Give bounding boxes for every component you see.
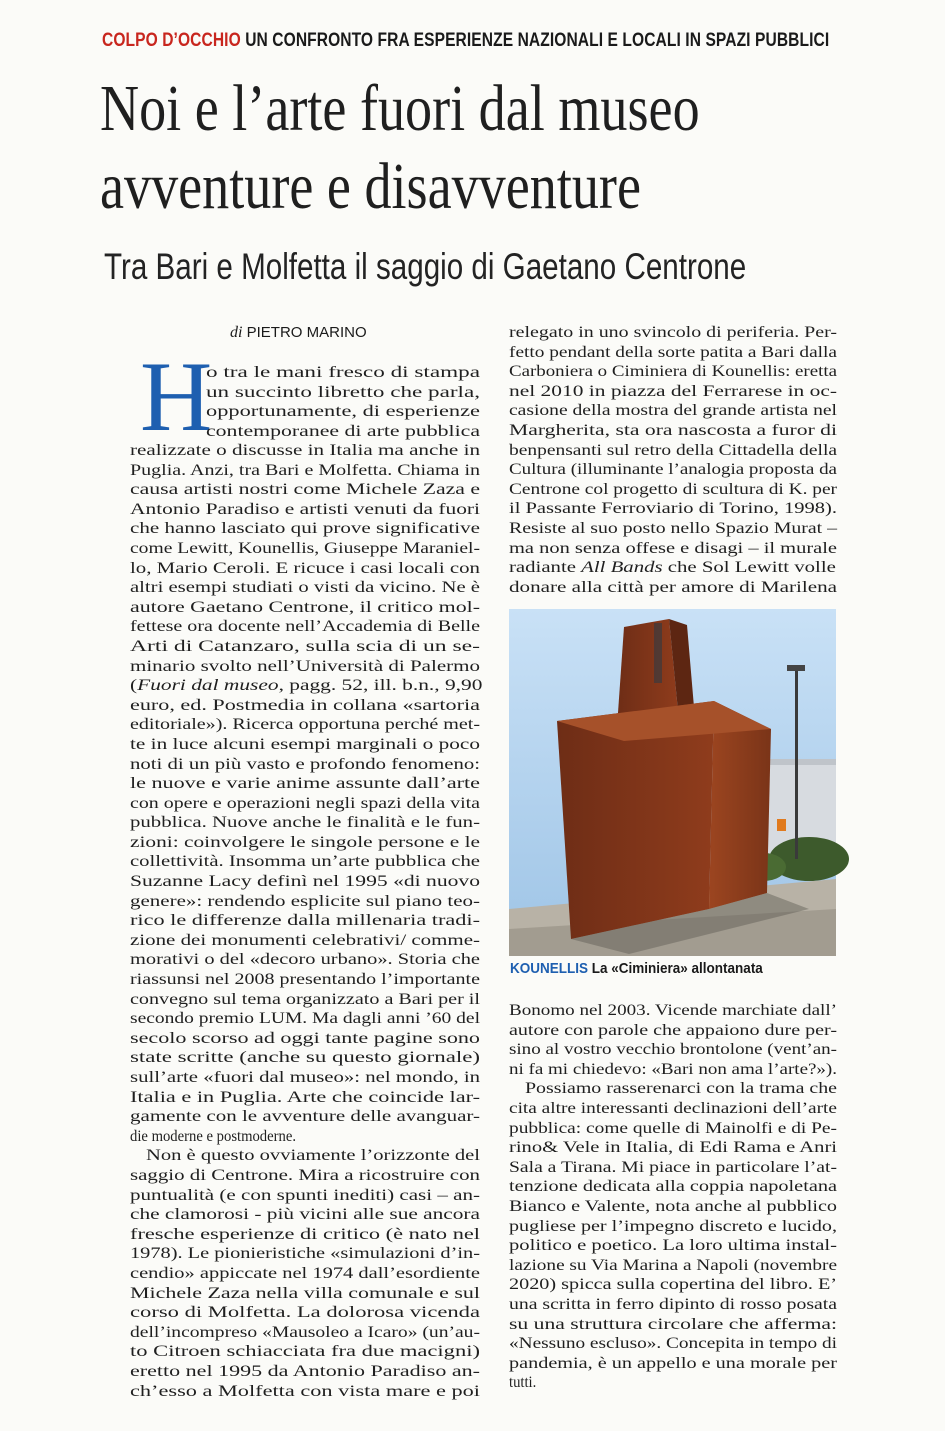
- text-line: [130, 1360, 480, 1381]
- text-line-content: Possiamo rasserenarci con la trama che: [525, 1078, 837, 1098]
- text-line-content: (Fuori dal museo, pagg. 52, ill. b.n., 9,90: [130, 675, 483, 695]
- text-line: [130, 655, 480, 676]
- text-line: [509, 1000, 837, 1020]
- text-line: [130, 910, 480, 930]
- text-line: [130, 1184, 480, 1205]
- text-line-content: lo, Mario Ceroli. E ricuce i casi locali con: [130, 557, 480, 577]
- text-line: [509, 1117, 837, 1138]
- text-line-content: noti di un più vasto e profondo fenomeno:: [130, 753, 480, 773]
- text-line-content: secolo scorso ad oggi tante pagine sono: [130, 1027, 480, 1047]
- text-line: [130, 1008, 480, 1028]
- text-line-content: zioni: coinvolgere le singole persone e le: [130, 831, 480, 851]
- text-line-content: lazione su Via Marina a Napoli (novembre: [509, 1254, 837, 1274]
- text-line: [509, 517, 837, 538]
- text-line-content: fresche esperienze di critico (è nato nel: [130, 1223, 480, 1243]
- text-line: [509, 380, 837, 401]
- text-line-content: Michele Zaza nella villa comunale e sul: [130, 1282, 480, 1302]
- text-line-content: il Passante Ferroviario di Torino, 1998).: [509, 498, 837, 518]
- caption-text: La «Ciminiera» allontanata: [591, 960, 763, 977]
- text-line: [509, 1039, 837, 1059]
- text-line-content: zione dei monumenti celebrativi/ comme-: [130, 929, 480, 949]
- text-line: [130, 949, 480, 969]
- text-line-content: pubblica. Nuove anche le finalità e le fun-: [130, 812, 480, 832]
- text-line-content: Suzanne Lacy definì nel 1995 «di nuovo: [130, 871, 480, 891]
- headline-line-1: Noi e l’arte fuori dal museo: [100, 72, 700, 145]
- text-line: [130, 812, 480, 832]
- text-line-content: rino& Vele in Italia, di Edi Rama e Anri: [509, 1137, 837, 1157]
- kicker-text: UN CONFRONTO FRA ESPERIENZE NAZIONALI E LOCALI IN SPAZI PUBBLICI: [245, 30, 830, 51]
- text-line: [130, 1047, 480, 1067]
- text-line-content: te in luce alcuni esempi marginali o poco: [130, 733, 480, 753]
- text-line-content: le nuove e varie anime assunte dall’arte: [130, 773, 480, 793]
- text-line: [130, 1243, 480, 1263]
- text-line-content: rico le differenze dalla millenaria tradi-: [130, 910, 480, 930]
- text-line-content: dell’incompreso «Mausoleo a Icaro» (un’au-: [130, 1321, 481, 1341]
- text-line: [509, 1137, 837, 1157]
- text-line: [509, 1215, 837, 1236]
- text-line: [509, 1313, 837, 1334]
- text-line: [130, 1086, 480, 1107]
- text-line: [130, 616, 480, 636]
- text-line: [130, 988, 481, 1009]
- text-line-content: Antonio Paradiso e artisti venuti da fuori: [130, 498, 480, 518]
- text-line: [509, 1195, 837, 1216]
- text-line: [509, 498, 837, 518]
- text-line: [509, 1097, 837, 1118]
- text-line-content: pandemia, è un appello e una morale per: [509, 1352, 837, 1372]
- text-line: [509, 478, 837, 499]
- text-line: [509, 419, 837, 440]
- headline-line-2: avventure e disavventure: [100, 150, 641, 223]
- text-line: [130, 851, 480, 871]
- text-line: [509, 1156, 837, 1177]
- text-line-content: nel 2010 in piazza del Ferrarese in oc-: [509, 380, 837, 400]
- text-line: [509, 1372, 790, 1392]
- text-line: [130, 773, 480, 793]
- text-line-content: sull’arte «fuori dal museo»: nel mondo, in: [130, 1067, 480, 1086]
- text-line-content: pugliese per l’impegno discreto e lucido,: [509, 1215, 837, 1235]
- text-line: [130, 1302, 480, 1322]
- text-line: [130, 694, 480, 715]
- text-line-content: opportunamente, di esperienze: [206, 401, 480, 421]
- text-line-content: ni fa mi chiedevo: «Bari non ama l’arte?»).: [509, 1058, 837, 1078]
- text-line: [130, 479, 480, 499]
- text-line-content: realizzate o discusse in Italia ma anche in: [130, 440, 480, 459]
- text-line-content: eretto nel 1995 da Antonio Paradiso an-: [130, 1360, 480, 1380]
- text-line-content: Bianco e Valente, nota anche al pubblico: [509, 1195, 837, 1215]
- text-line-content: Italia e in Puglia. Arte che coincide lar-: [130, 1086, 480, 1106]
- text-line-content: relegato in uno svincolo di periferia. Per-: [509, 322, 837, 341]
- text-line-content: altri esempi studiati o visti da vicino. Ne è: [130, 577, 480, 597]
- text-line-content: riassunsi nel 2008 presentando l’importante: [130, 969, 480, 989]
- text-line: [509, 1176, 837, 1196]
- text-line: [509, 1019, 837, 1040]
- text-line: [130, 518, 480, 538]
- text-line-content: genere»: rendendo esplicite sul piano teo-: [130, 890, 481, 910]
- text-line-content: casione della mostra del grande artista nel: [509, 400, 837, 420]
- text-line: [509, 361, 837, 381]
- text-line-content: Carboniera o Ciminiera di Kounellis: eretta: [509, 361, 837, 381]
- text-line-content: con opere e operazioni negli spazi della vita: [130, 792, 480, 812]
- text-line-content: che clamorosi - più vicini alle sue ancora: [130, 1204, 480, 1224]
- column-1: [130, 440, 483, 1400]
- text-line-content: Centrone col progetto di scultura di K. per: [509, 478, 837, 498]
- text-line: [130, 1223, 480, 1244]
- text-line-content: minario svolto nell’Università di Palermo: [130, 655, 480, 675]
- headline: [100, 70, 838, 226]
- photo-caption: [510, 960, 763, 977]
- text-line-content: editoriale»). Ricerca opportuna perché met-: [130, 714, 480, 734]
- kicker: [102, 30, 830, 52]
- text-line: [130, 792, 480, 813]
- text-line-content: cita altre interessanti declinazioni dell’arte: [509, 1097, 837, 1117]
- text-line: [509, 1235, 837, 1255]
- text-line: [130, 1282, 480, 1303]
- text-line: [509, 537, 837, 558]
- caption-name: KOUNELLIS: [510, 960, 589, 977]
- text-line-content: autore con parole che appaiono dure per-: [509, 1019, 837, 1039]
- text-line-content: fetto pendant della sorte patita a Bari dalla: [509, 341, 837, 361]
- text-line-content: Margherita, sta ora nascosta a furor di: [509, 419, 837, 439]
- text-line: [509, 322, 837, 342]
- text-line: [509, 557, 836, 577]
- text-line-content: 2020) spicca sulla copertina del libro. E’: [509, 1274, 837, 1294]
- subtitle: Tra Bari e Molfetta il saggio di Gaetano Centrone: [104, 246, 747, 287]
- text-line-content: convegno sul tema organizzato a Bari per il: [130, 988, 481, 1008]
- text-line: [206, 420, 480, 441]
- text-line: [130, 733, 480, 754]
- text-line-content: «Nessuno escluso». Concepita in tempo di: [509, 1333, 837, 1353]
- text-line-content: to Citroen schiacciata fra due macigni): [130, 1341, 480, 1361]
- text-line: [509, 1274, 837, 1294]
- text-line: [130, 1262, 480, 1283]
- text-line-content: collettività. Insomma un’arte pubblica che: [130, 851, 480, 871]
- text-line: [130, 714, 480, 734]
- kounellis-ciminiera-photo: [509, 609, 836, 956]
- text-line-content: Non è questo ovviamente l’orizzonte del: [146, 1145, 480, 1165]
- text-line: [509, 1078, 837, 1098]
- text-line-content: tutti.: [509, 1372, 537, 1392]
- column-2-top: [509, 322, 837, 596]
- text-line: [509, 1058, 837, 1079]
- text-line: [130, 969, 480, 989]
- text-line: [509, 400, 837, 420]
- sculpture-image: [509, 609, 836, 956]
- text-line: [130, 557, 480, 578]
- text-line: [130, 871, 480, 891]
- text-line: [509, 459, 837, 479]
- kicker-section: COLPO D’OCCHIO: [102, 30, 241, 51]
- text-line-content: Resiste al suo posto nello Spazio Murat –: [509, 517, 837, 537]
- text-line-content: tenzione dedicata alla coppia napoletana: [509, 1176, 837, 1196]
- text-line: [130, 1380, 480, 1401]
- text-line-content: politico e poetico. La loro ultima instal-: [509, 1235, 837, 1255]
- column-1-dropcap-lines: [206, 362, 480, 440]
- text-line-content: corso di Molfetta. La dolorosa vicenda: [130, 1302, 480, 1322]
- text-line: [130, 890, 481, 911]
- text-line: [130, 596, 480, 617]
- byline-author: PIETRO MARINO: [246, 324, 367, 341]
- text-line-content: donare alla città per amore di Marilena: [509, 576, 837, 596]
- text-line-content: autore Gaetano Centrone, il critico mol-: [130, 596, 480, 616]
- text-line: [206, 362, 480, 382]
- text-line: [130, 675, 483, 695]
- text-line-content: benpensanti sul retro della Cittadella della: [509, 439, 837, 459]
- text-line-content: gamente con le avventure delle avanguar-: [130, 1106, 480, 1126]
- text-line-content: puntualità (e con spunti inediti) casi – an-: [130, 1184, 480, 1204]
- text-line: [509, 439, 837, 460]
- text-line-content: Bonomo nel 2003. Vicende marchiate dall’: [509, 1000, 837, 1019]
- text-line: [509, 1293, 837, 1314]
- text-line: [130, 577, 480, 597]
- text-line: [130, 440, 480, 460]
- text-line-content: euro, ed. Postmedia in collana «sartoria: [130, 694, 480, 714]
- text-line: [130, 929, 480, 950]
- text-line-content: ma non senza offese e disagi – il murale: [509, 537, 837, 557]
- text-line-content: die moderne e postmoderne.: [130, 1125, 297, 1145]
- text-line-content: pubblica: come quelle di Mainolfi e di Pe-: [509, 1117, 837, 1137]
- byline: [230, 324, 367, 342]
- text-line: [130, 1126, 422, 1146]
- text-line: [130, 1341, 480, 1361]
- text-line-content: morativi o del «decoro urbano». Storia che: [130, 949, 480, 969]
- drop-cap: H: [140, 341, 213, 452]
- text-line: [130, 831, 480, 852]
- text-line: [130, 1321, 481, 1342]
- text-line: [130, 498, 480, 519]
- text-line-content: un succinto libretto che parla,: [206, 381, 480, 401]
- text-line-content: o tra le mani fresco di stampa: [206, 362, 480, 381]
- text-line: [130, 459, 480, 480]
- text-line: [509, 576, 837, 597]
- text-line-content: saggio di Centrone. Mira a ricostruire con: [130, 1164, 480, 1184]
- text-line-content: Cultura (illuminante l’analogia proposta da: [509, 459, 837, 479]
- text-line: [130, 1106, 480, 1126]
- text-line-content: radiante All Bands che Sol Lewitt volle: [509, 557, 836, 577]
- text-line: [130, 537, 480, 558]
- text-line: [509, 1254, 837, 1275]
- text-line-content: Puglia. Anzi, tra Bari e Molfetta. Chiama in: [130, 459, 480, 479]
- text-line: [130, 1164, 480, 1185]
- text-line-content: cendio» appiccate nel 1974 dall’esordiente: [130, 1262, 480, 1282]
- text-line-content: causa artisti nostri come Michele Zaza e: [130, 479, 480, 499]
- text-line-content: contemporanee di arte pubblica: [206, 420, 480, 440]
- text-line-content: fettese ora docente nell’Accademia di Belle: [130, 616, 480, 636]
- text-line: [130, 635, 480, 656]
- text-line-content: 1978). Le pionieristiche «simulazioni d’in-: [130, 1243, 480, 1263]
- text-line: [130, 1145, 480, 1165]
- text-line-content: secondo premio LUM. Ma dagli anni ’60 del: [130, 1008, 480, 1028]
- text-line: [130, 753, 480, 774]
- text-line: [509, 1352, 837, 1373]
- text-line: [130, 1204, 480, 1224]
- text-line-content: Arti di Catanzaro, sulla scia di un se-: [130, 635, 480, 655]
- text-line: [130, 1067, 480, 1087]
- text-line: [130, 1027, 480, 1048]
- byline-prefix: di: [230, 324, 243, 341]
- text-line-content: su una struttura circolare che afferma:: [509, 1313, 837, 1333]
- text-line-content: una scritta in ferro dipinto di rosso posata: [509, 1293, 837, 1313]
- text-line: [206, 401, 480, 421]
- text-line-content: state scritte (anche su questo giornale): [130, 1047, 480, 1067]
- text-line-content: Sala a Tirana. Mi piace in particolare l’at-: [509, 1156, 837, 1176]
- text-line-content: ch’esso a Molfetta con vista mare e poi: [130, 1380, 480, 1400]
- text-line: [509, 1333, 837, 1353]
- text-line-content: come Lewitt, Kounellis, Giuseppe Maraniel-: [130, 537, 480, 557]
- text-line-content: sino al vostro vecchio brontolone (vent’an-: [509, 1039, 837, 1059]
- text-line-content: che hanno lasciato qui prove significative: [130, 518, 480, 538]
- text-line: [206, 381, 480, 402]
- column-2-bottom: [509, 1000, 837, 1392]
- text-line: [509, 341, 837, 362]
